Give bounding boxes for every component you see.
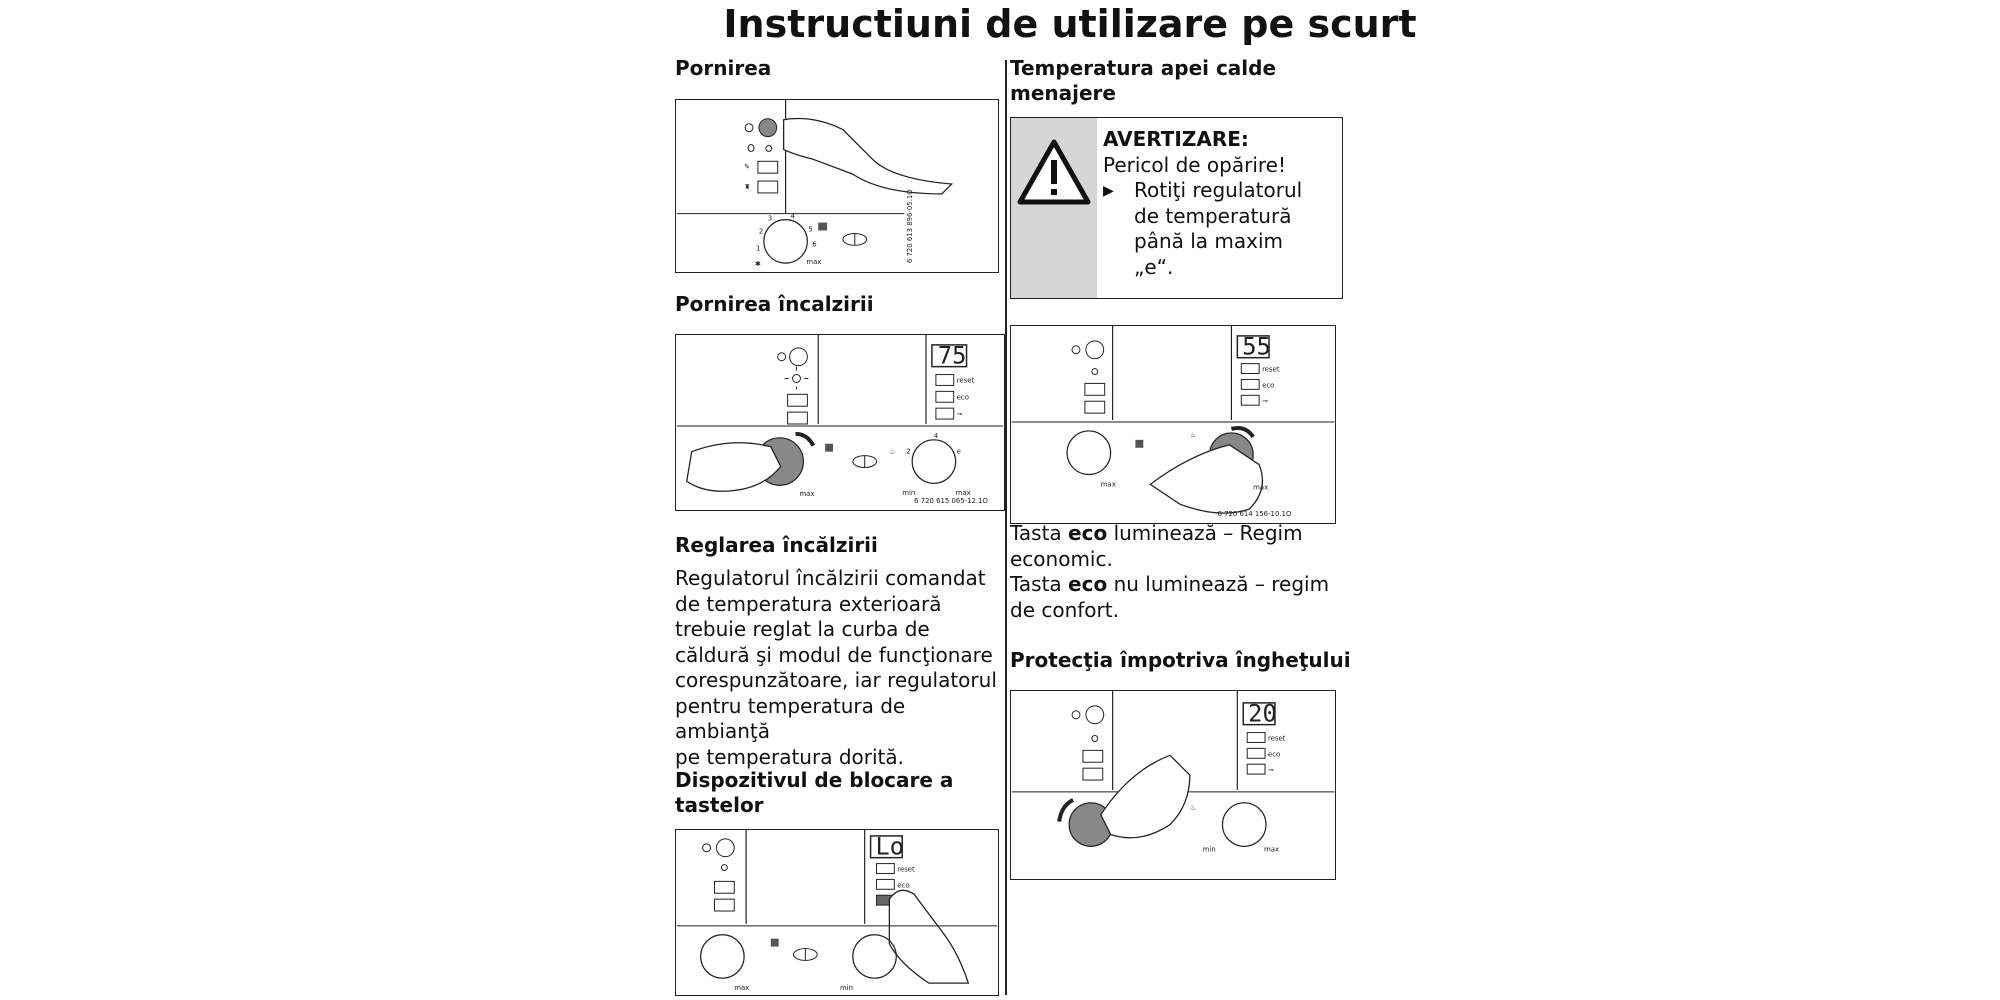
heading-blocare: Dispozitivul de blocare a tastelor	[675, 768, 954, 817]
chimney-icon: ♜	[744, 182, 751, 191]
warning-sidebar	[1011, 118, 1097, 298]
flame-icon	[748, 144, 754, 151]
heading-apa-calda: Temperatura apei calde menajere	[1010, 56, 1277, 105]
figure-blocare	[675, 829, 999, 996]
svg-text:max: max	[955, 489, 971, 498]
heading-protectia: Protecţia împotriva îngheţului	[1010, 648, 1351, 672]
svg-text:♨: ♨	[1189, 430, 1197, 439]
svg-text:4: 4	[933, 431, 939, 440]
warning-action: Rotiţi regulatorul de temperatură până la maxim „e“.	[1134, 178, 1303, 279]
display-readout: 75	[937, 341, 967, 370]
svg-text:⊸: ⊸	[1262, 397, 1268, 406]
heading-pornirea-incalzirii: Pornirea încalzirii	[675, 292, 874, 316]
warning-text: Pericol de opărire!	[1103, 153, 1287, 177]
svg-text:6 720 615 065-12.1O: 6 720 615 065-12.1O	[914, 497, 988, 506]
svg-text:6: 6	[812, 240, 817, 249]
svg-text:⊸: ⊸	[956, 410, 963, 419]
svg-text:eco: eco	[897, 881, 910, 890]
warning-heading: AVERTIZARE:	[1103, 127, 1249, 151]
display-readout: 55	[1242, 332, 1271, 361]
power-button	[759, 119, 777, 137]
svg-text:reset: reset	[897, 865, 915, 874]
svg-text:max: max	[734, 984, 750, 993]
page-title: Instructiuni de utilizare pe scurt	[723, 2, 1417, 46]
svg-text:reset: reset	[956, 376, 975, 385]
svg-text:reset: reset	[1267, 734, 1286, 743]
hand-illustration	[1101, 755, 1190, 837]
svg-text:4: 4	[790, 212, 795, 221]
hand-illustration	[889, 890, 968, 983]
svg-text:eco: eco	[956, 393, 969, 402]
bullet-icon: ▶	[1103, 183, 1114, 199]
figure-pornirea	[675, 99, 999, 273]
svg-text:1: 1	[755, 244, 761, 253]
eco-description: Tasta eco luminează – Regim economic. Tasta eco nu luminează – regim de confort.	[1010, 521, 1330, 622]
svg-text:5: 5	[808, 225, 813, 234]
heading-pornirea: Pornirea	[675, 56, 772, 80]
svg-text:♨: ♨	[889, 447, 896, 456]
svg-text:2: 2	[758, 227, 764, 236]
warning-triangle-icon	[1016, 138, 1092, 206]
hand-illustration	[1150, 445, 1262, 513]
hand-illustration	[687, 443, 781, 491]
wrench-icon: ✎	[744, 163, 750, 172]
svg-text:min: min	[902, 489, 916, 498]
svg-text:♨: ♨	[1189, 803, 1197, 812]
hand-illustration	[784, 119, 952, 194]
power-icon	[745, 124, 753, 132]
svg-text:max: max	[799, 490, 815, 499]
column-divider	[1005, 60, 1007, 995]
svg-text:e: e	[956, 447, 961, 456]
svg-text:max: max	[1100, 480, 1116, 489]
figure-apa-calda	[1010, 325, 1336, 524]
svg-text:eco: eco	[1262, 381, 1275, 390]
svg-text:min: min	[839, 984, 853, 993]
svg-text:✱: ✱	[754, 260, 761, 269]
heading-reglarea: Reglarea încălzirii	[675, 533, 878, 557]
svg-text:eco: eco	[1267, 750, 1281, 759]
reglarea-paragraph: Regulatorul încălzirii comandat de temperatura exterioară trebuie reglat la curba de căldură şi modul de funcţionare corespunzătoare, iar regulatorul pentru temperatura de ambianţă pe temperatura dorită.	[675, 566, 997, 769]
water-knob	[1222, 803, 1266, 847]
display-readout: 20	[1248, 699, 1277, 728]
svg-text:3: 3	[767, 214, 773, 223]
pornirea-illustration	[676, 100, 998, 272]
warning-box	[1010, 117, 1343, 299]
svg-text:max: max	[806, 258, 822, 267]
svg-text:min: min	[1202, 845, 1216, 854]
svg-text:6 720 614 156-10.1O: 6 720 614 156-10.1O	[1217, 510, 1292, 519]
water-knob	[912, 440, 956, 484]
heating-knob	[764, 220, 807, 263]
svg-text:max: max	[1264, 845, 1280, 854]
svg-text:reset: reset	[1262, 365, 1280, 374]
svg-text:2: 2	[906, 447, 911, 456]
figure-pornirea-incalzirii	[675, 334, 1005, 511]
svg-text:6 720 613 896-05.1O: 6 720 613 896-05.1O	[906, 189, 915, 264]
svg-text:⊸: ⊸	[1267, 766, 1274, 775]
figure-protectia	[1010, 690, 1336, 880]
display-readout: Lo	[875, 832, 905, 861]
svg-text:max: max	[1253, 483, 1269, 492]
